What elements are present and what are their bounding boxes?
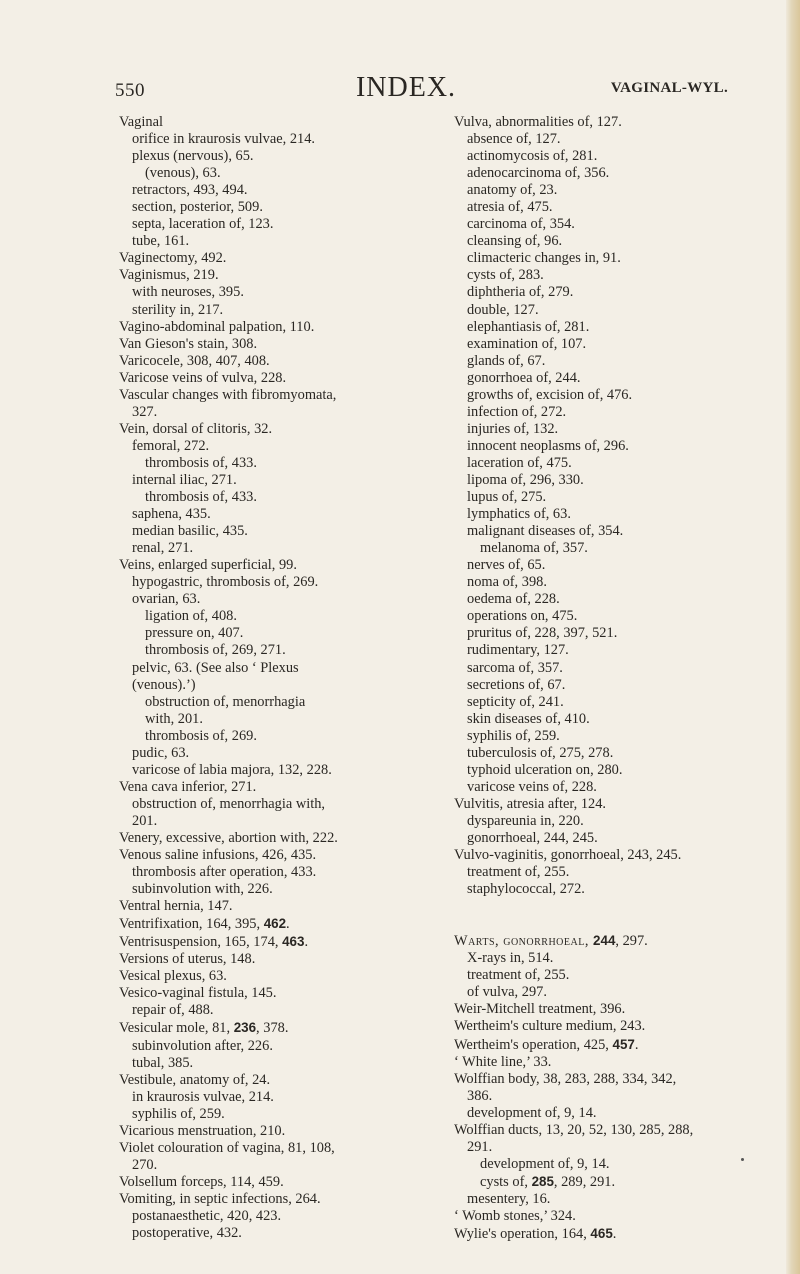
entry-text: Varicose veins of vulva, 228. (119, 369, 287, 386)
bold-page-ref: 462 (263, 916, 287, 932)
entry-text: nerves of, 65. (467, 557, 546, 574)
index-subentry (119, 608, 459, 625)
entry-text: postanaesthetic, 420, 423. (132, 1208, 282, 1224)
index-subentry (454, 830, 784, 847)
index-entry (119, 1174, 459, 1191)
index-subentry (454, 421, 784, 438)
index-subentry (119, 1225, 459, 1242)
entry-text: cleansing of, 96. (467, 233, 563, 250)
index-entry (119, 1019, 459, 1037)
index-subentry (454, 881, 784, 898)
index-subentry (454, 574, 784, 591)
entry-text: atresia of, 475. (467, 199, 553, 216)
index-column-left (119, 114, 459, 1242)
index-entry (454, 114, 784, 131)
entry-text: thrombosis of, 269, 271. (145, 642, 286, 659)
index-entry (454, 847, 784, 864)
entry-text: treatment of, 255. (467, 864, 570, 881)
entry-text: dyspareunia in, 220. (467, 812, 584, 829)
index-subentry (454, 523, 784, 540)
entry-text: sterility in, 217. (132, 301, 224, 318)
index-subentry (454, 267, 784, 284)
index-entry (119, 114, 459, 131)
index-entry (119, 968, 459, 985)
index-subentry (119, 711, 459, 728)
index-subentry (119, 506, 459, 523)
index-subentry (454, 950, 784, 967)
index-subentry (454, 625, 784, 642)
index-entry (119, 370, 459, 387)
index-subentry (454, 336, 784, 353)
index-entry (119, 250, 459, 267)
entry-text: thrombosis of, 433. (145, 454, 257, 471)
entry-text: Vomiting, in septic infections, 264. (119, 1190, 321, 1207)
bold-page-ref: 244 (593, 933, 616, 949)
entry-text: tube, 161. (132, 233, 190, 250)
index-subentry (454, 591, 784, 608)
entry-text: Vagino-abdominal palpation, 110. (119, 318, 315, 335)
entry-text: actinomycosis of, 281. (467, 148, 598, 165)
index-entry (119, 915, 459, 933)
entry-text: Van Gieson's stain, 308. (119, 335, 258, 352)
entry-text: Versions of uterus, 148. (119, 951, 256, 968)
entry-text: tubal, 385. (132, 1054, 194, 1071)
entry-text: retractors, 493, 494. (132, 182, 248, 199)
entry-text: Veins, enlarged superficial, 99. (119, 557, 297, 574)
entry-text: diphtheria of, 279. (467, 284, 574, 301)
index-subentry (119, 148, 459, 165)
entry-text: with, 201. (145, 710, 203, 727)
index-entry (119, 353, 459, 370)
entry-text: Weir-Mitchell treatment, 396. (454, 1001, 626, 1018)
entry-text: carcinoma of, 354. (467, 216, 575, 233)
index-subentry (454, 728, 784, 745)
entry-text: varicose veins of, 228. (467, 778, 597, 795)
index-subentry (119, 762, 459, 779)
entry-text: gonorrhoea of, 244. (467, 369, 581, 386)
index-subentry (454, 745, 784, 762)
index-subentry (119, 1002, 459, 1019)
index-subentry (119, 881, 459, 898)
index-subentry (454, 284, 784, 301)
entry-text: Volsellum forceps, 114, 459. (119, 1173, 284, 1190)
entry-text: obstruction of, menorrhagia (145, 693, 306, 710)
index-subentry (454, 1139, 784, 1156)
entry-text: orifice in kraurosis vulvae, 214. (132, 131, 316, 148)
entry-text: X-rays in, 514. (467, 950, 554, 967)
page-number: 550 (115, 80, 145, 101)
index-entry (454, 1018, 784, 1035)
index-subentry (119, 216, 459, 233)
entry-text: treatment of, 255. (467, 967, 570, 984)
index-entry (454, 1208, 784, 1225)
entry-text: innocent neoplasms of, 296. (467, 437, 629, 454)
entry-text: Wolffian ducts, 13, 20, 52, 130, 285, 288, (454, 1121, 694, 1138)
index-subentry (454, 1173, 784, 1191)
index-subentry (454, 779, 784, 796)
index-subentry (119, 1208, 459, 1225)
index-subentry (454, 353, 784, 370)
index-entry (454, 796, 784, 813)
entry-text: climacteric changes in, 91. (467, 250, 621, 267)
entry-text: lymphatics of, 63. (467, 506, 571, 523)
entry-text: Vaginismus, 219. (119, 267, 219, 284)
entry-text: Venous saline infusions, 426, 435. (119, 847, 317, 864)
running-head: VAGINAL-WYL. (610, 80, 728, 96)
index-entry (454, 1054, 784, 1071)
entry-text: thrombosis of, 433. (145, 489, 257, 506)
index-subentry (454, 148, 784, 165)
index-subentry (119, 199, 459, 216)
index-subentry (119, 455, 459, 472)
entry-text: thrombosis of, 269. (145, 727, 257, 744)
index-subentry (454, 1088, 784, 1105)
entry-text: pressure on, 407. (145, 625, 244, 642)
entry-text: pudic, 63. (132, 744, 190, 761)
entry-text: tuberculosis of, 275, 278. (467, 744, 614, 761)
index-subentry (119, 625, 459, 642)
entry-text: cysts of, (480, 1173, 532, 1190)
index-subentry (454, 1156, 784, 1173)
index-entry (119, 1191, 459, 1208)
bold-page-ref: 285 (531, 1173, 554, 1189)
entry-text: Vaginectomy, 492. (119, 250, 227, 267)
index-subentry (454, 455, 784, 472)
entry-text: 386. (467, 1087, 493, 1104)
index-subentry (119, 796, 459, 813)
entry-text: Ventrifixation, 164, 395, (119, 916, 264, 933)
index-subentry (454, 540, 784, 557)
entry-tail: , 378. (256, 1020, 289, 1037)
index-entry (119, 1123, 459, 1140)
index-subentry (454, 660, 784, 677)
index-subentry (119, 131, 459, 148)
entry-text: Ventrisuspension, 165, 174, (119, 934, 283, 951)
index-entry (119, 985, 459, 1002)
entry-text: glands of, 67. (467, 352, 546, 369)
entry-text: pruritus of, 228, 397, 521. (467, 625, 618, 642)
index-subentry (454, 472, 784, 489)
speck (741, 1158, 744, 1161)
entry-text: ligation of, 408. (145, 608, 237, 625)
index-subentry (119, 302, 459, 319)
entry-text: (venous).’) (132, 676, 196, 693)
index-subentry (454, 165, 784, 182)
index-entry (454, 932, 784, 950)
index-subentry (454, 813, 784, 830)
index-subentry (454, 677, 784, 694)
entry-tail: . (634, 1036, 639, 1053)
index-subentry (454, 1191, 784, 1208)
entry-text: obstruction of, menorrhagia with, (132, 795, 326, 812)
entry-text: Vaginal (119, 114, 163, 130)
index-entry (119, 336, 459, 353)
entry-text: skin diseases of, 410. (467, 710, 590, 727)
entry-tail: . (304, 934, 309, 951)
index-entry (119, 779, 459, 796)
entry-text: Wertheim's culture medium, 243. (454, 1018, 646, 1035)
entry-text: secretions of, 67. (467, 676, 566, 693)
entry-text: Vein, dorsal of clitoris, 32. (119, 420, 273, 437)
entry-text: femoral, 272. (132, 437, 210, 454)
entry-text: septicity of, 241. (467, 693, 564, 710)
index-entry (119, 421, 459, 438)
index-subentry (454, 387, 784, 404)
entry-text: 201. (132, 812, 158, 829)
entry-text: with neuroses, 395. (132, 284, 244, 301)
entry-text: ‘ White line,’ 33. (454, 1053, 552, 1070)
entry-text: ‘ Womb stones,’ 324. (454, 1208, 576, 1224)
entry-text: of vulva, 297. (467, 984, 547, 1001)
index-subentry (454, 438, 784, 455)
index-subentry (119, 1055, 459, 1072)
entry-text: rudimentary, 127. (467, 642, 569, 659)
index-entry (119, 557, 459, 574)
index-subentry (119, 694, 459, 711)
index-entry (454, 1225, 784, 1243)
entry-text: 291. (467, 1138, 493, 1155)
index-subentry (454, 694, 784, 711)
entry-text: development of, 9, 14. (480, 1155, 610, 1172)
index-subentry (119, 591, 459, 608)
index-subentry (119, 677, 459, 694)
index-subentry (454, 984, 784, 1001)
index-entry (119, 933, 459, 951)
entry-text: adenocarcinoma of, 356. (467, 165, 610, 182)
entry-text: varicose of labia majora, 132, 228. (132, 761, 332, 778)
bold-page-ref: 236 (233, 1020, 257, 1036)
index-entry (119, 951, 459, 968)
index-subentry (454, 506, 784, 523)
page-title: INDEX. (355, 72, 457, 103)
index-subentry (454, 864, 784, 881)
index-entry (454, 1001, 784, 1018)
index-subentry (119, 660, 459, 677)
entry-text: Vesical plexus, 63. (119, 968, 227, 985)
entry-text: Ventral hernia, 147. (119, 898, 233, 915)
entry-text: malignant diseases of, 354. (467, 523, 624, 540)
entry-text: Venery, excessive, abortion with, 222. (119, 829, 338, 846)
entry-text: syphilis of, 259. (467, 727, 560, 744)
entry-text: lupus of, 275. (467, 489, 547, 506)
bold-page-ref: 465 (590, 1226, 613, 1242)
entry-text: subinvolution after, 226. (132, 1037, 273, 1054)
entry-text: cysts of, 283. (467, 267, 544, 284)
index-subentry (119, 1106, 459, 1123)
index-entry (119, 898, 459, 915)
entry-text: Wertheim's operation, 425, (454, 1036, 613, 1053)
entry-text: injuries of, 132. (467, 420, 559, 437)
entry-text: hypogastric, thrombosis of, 269. (132, 574, 319, 591)
entry-text: Warts, gonorrhoeal, (454, 933, 594, 950)
index-subentry (454, 182, 784, 199)
index-subentry (119, 1038, 459, 1055)
entry-text: Vulvo-vaginitis, gonorrhoeal, 243, 245. (454, 847, 682, 864)
index-subentry (454, 557, 784, 574)
index-entry (454, 1036, 784, 1054)
entry-text: sarcoma of, 357. (467, 659, 563, 676)
entry-tail: , 289, 291. (553, 1173, 616, 1190)
entry-text: Wylie's operation, 164, (454, 1226, 591, 1243)
index-subentry (454, 199, 784, 216)
index-subentry (454, 608, 784, 625)
entry-text: growths of, excision of, 476. (467, 386, 633, 403)
entry-text: median basilic, 435. (132, 523, 248, 540)
entry-text: elephantiasis of, 281. (467, 318, 590, 335)
index-subentry (119, 472, 459, 489)
page-header (0, 72, 800, 112)
entry-text: repair of, 488. (132, 1002, 214, 1019)
entry-text: gonorrhoeal, 244, 245. (467, 829, 598, 846)
index-subentry (454, 302, 784, 319)
index-subentry (119, 642, 459, 659)
entry-text: operations on, 475. (467, 608, 578, 625)
entry-text: syphilis of, 259. (132, 1105, 225, 1122)
index-entry (119, 267, 459, 284)
index-subentry (119, 284, 459, 301)
index-subentry (454, 319, 784, 336)
index-subentry (119, 728, 459, 745)
entry-text: absence of, 127. (467, 131, 561, 148)
page-edge (786, 0, 800, 1274)
entry-text: laceration of, 475. (467, 454, 572, 471)
entry-text: Vesico-vaginal fistula, 145. (119, 985, 277, 1002)
entry-text: oedema of, 228. (467, 591, 560, 608)
index-subentry (119, 574, 459, 591)
index-subentry (454, 404, 784, 421)
entry-text: melanoma of, 357. (480, 540, 588, 557)
index-subentry (119, 864, 459, 881)
entry-text: Varicocele, 308, 407, 408. (119, 352, 270, 369)
index-subentry (119, 438, 459, 455)
index-subentry (119, 1157, 459, 1174)
entry-text: plexus (nervous), 65. (132, 148, 254, 165)
spacer (454, 898, 784, 915)
entry-text: noma of, 398. (467, 574, 547, 591)
entry-text: postoperative, 432. (132, 1225, 242, 1242)
index-entry (119, 387, 459, 404)
entry-text: infection of, 272. (467, 403, 567, 420)
entry-text: examination of, 107. (467, 335, 587, 352)
entry-text: in kraurosis vulvae, 214. (132, 1088, 274, 1105)
bold-page-ref: 457 (612, 1036, 635, 1052)
entry-text: Vesicular mole, 81, (119, 1020, 234, 1037)
index-subentry (119, 1089, 459, 1106)
index-column-right (454, 114, 784, 1243)
index-subentry (119, 489, 459, 506)
index-subentry (454, 762, 784, 779)
index-subentry (119, 745, 459, 762)
index-subentry (454, 131, 784, 148)
index-entry (119, 830, 459, 847)
entry-text: saphena, 435. (132, 506, 211, 523)
entry-text: thrombosis after operation, 433. (132, 864, 317, 881)
index-subentry (119, 404, 459, 421)
index-subentry (454, 711, 784, 728)
entry-text: lipoma of, 296, 330. (467, 471, 584, 488)
index-subentry (454, 642, 784, 659)
entry-text: ovarian, 63. (132, 591, 201, 608)
index-subentry (119, 233, 459, 250)
entry-text: Vena cava inferior, 271. (119, 778, 257, 795)
index-entry (119, 319, 459, 336)
index-subentry (119, 165, 459, 182)
index-subentry (454, 967, 784, 984)
entry-text: Vulvitis, atresia after, 124. (454, 795, 607, 812)
entry-text: anatomy of, 23. (467, 182, 558, 199)
entry-text: Vulva, abnormalities of, 127. (454, 114, 622, 130)
spacer (454, 915, 784, 932)
entry-text: Wolffian body, 38, 283, 288, 334, 342, (454, 1070, 677, 1087)
entry-text: pelvic, 63. (See also ‘ Plexus (132, 659, 299, 676)
entry-text: mesentery, 16. (467, 1190, 551, 1207)
index-entry (454, 1071, 784, 1088)
index-subentry (119, 182, 459, 199)
entry-text: staphylococcal, 272. (467, 881, 585, 898)
entry-text: septa, laceration of, 123. (132, 216, 274, 233)
entry-text: development of, 9, 14. (467, 1104, 597, 1121)
index-entry (119, 1140, 459, 1157)
entry-text: 270. (132, 1156, 158, 1173)
entry-text: Vestibule, anatomy of, 24. (119, 1071, 271, 1088)
index-subentry (454, 1105, 784, 1122)
index-subentry (454, 370, 784, 387)
entry-text: subinvolution with, 226. (132, 881, 273, 898)
index-entry (119, 847, 459, 864)
index-entry (119, 1072, 459, 1089)
index-entry (454, 1122, 784, 1139)
entry-text: double, 127. (467, 301, 539, 318)
entry-tail: , 297. (615, 933, 648, 950)
entry-text: 327. (132, 403, 158, 420)
index-subentry (119, 813, 459, 830)
index-subentry (454, 489, 784, 506)
index-subentry (454, 216, 784, 233)
index-subentry (119, 540, 459, 557)
entry-text: (venous), 63. (145, 165, 221, 182)
entry-text: Violet colouration of vagina, 81, 108, (119, 1139, 335, 1156)
entry-text: Vicarious menstruation, 210. (119, 1122, 286, 1139)
index-subentry (454, 250, 784, 267)
entry-text: section, posterior, 509. (132, 199, 263, 216)
entry-text: typhoid ulceration on, 280. (467, 761, 623, 778)
index-subentry (454, 233, 784, 250)
index-subentry (119, 523, 459, 540)
entry-text: Vascular changes with fibromyomata, (119, 386, 337, 403)
entry-text: renal, 271. (132, 540, 194, 557)
entry-tail: . (286, 916, 290, 933)
entry-text: internal iliac, 271. (132, 471, 237, 488)
entry-tail: . (612, 1226, 617, 1243)
bold-page-ref: 463 (282, 934, 305, 950)
